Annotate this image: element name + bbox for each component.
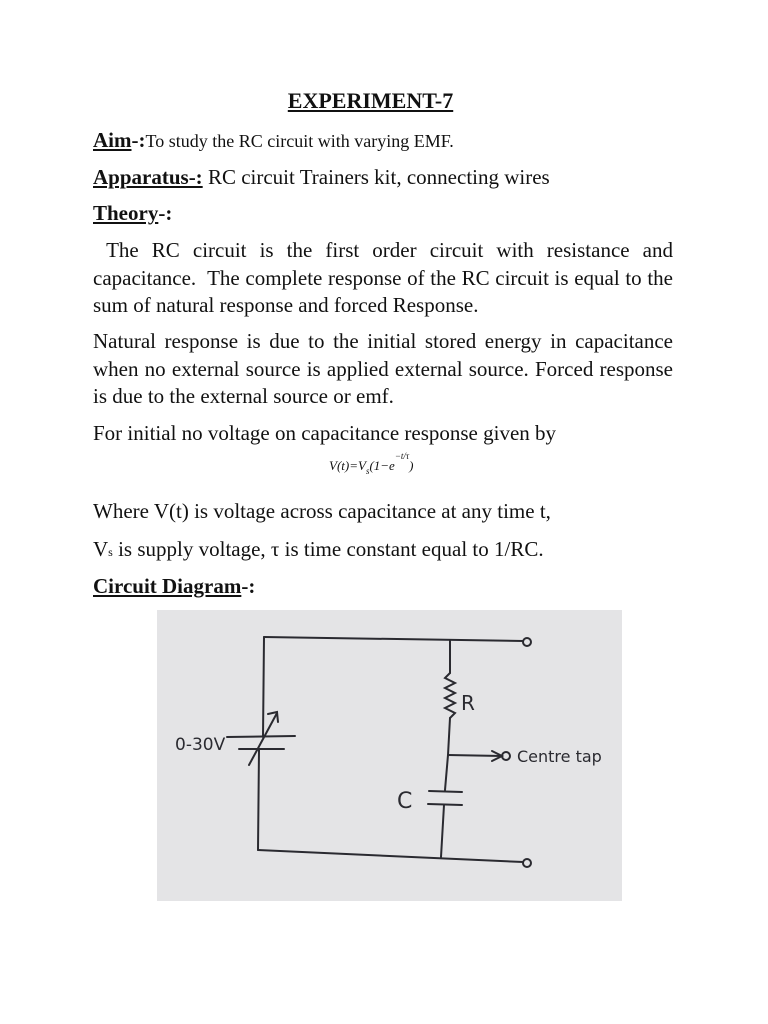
branch-wire-lower bbox=[445, 755, 448, 790]
circuit-heading bbox=[93, 573, 255, 600]
left-wire-lower bbox=[258, 750, 259, 850]
left-wire-upper bbox=[263, 637, 264, 737]
vs-symbol: V bbox=[93, 537, 109, 561]
formula-mid: (1−e bbox=[369, 458, 395, 473]
capacitor-label: C bbox=[397, 789, 413, 814]
theory-label: Theory bbox=[93, 201, 159, 225]
theory-paragraph-2: Natural response is due to the initial stored energy in capacitance when no external source is applied external source. Forced response is due to the external source or emf. bbox=[93, 329, 673, 408]
formula-lhs: V(t)=V bbox=[329, 458, 366, 473]
circuit-label: Circuit Diagram bbox=[93, 574, 242, 598]
theory-paragraph-3: For initial no voltage on capacitance response given by bbox=[93, 421, 557, 445]
circuit-diagram bbox=[157, 610, 622, 901]
terminal-bottom bbox=[523, 859, 531, 867]
formula-close: ) bbox=[409, 458, 414, 473]
page-title: EXPERIMENT-7 bbox=[287, 88, 454, 113]
aim-text: To study the RC circuit with varying EMF. bbox=[145, 131, 454, 151]
aim-separator: -: bbox=[131, 128, 146, 152]
centre-tap-label: Centre tap bbox=[517, 747, 602, 766]
theory-paragraph-1: The RC circuit is the first order circuit with resistance and capacitance. The complete response of the RC circuit is equal to the sum of natural response and forced Response. bbox=[93, 238, 673, 317]
branch-wire-middle bbox=[448, 718, 450, 755]
source-label: 0-30V bbox=[175, 735, 226, 755]
vs-line bbox=[93, 536, 544, 566]
apparatus-text: RC circuit Trainers kit, connecting wires bbox=[202, 165, 550, 189]
bottom-wire bbox=[258, 850, 523, 862]
capacitor-plate-top bbox=[429, 791, 462, 792]
aim-label: Aim bbox=[93, 128, 132, 152]
formula-exponent: −t/τ bbox=[394, 451, 410, 461]
terminal-top bbox=[523, 638, 531, 646]
top-wire bbox=[264, 637, 523, 641]
circuit-drawing bbox=[157, 610, 622, 901]
theory-heading bbox=[93, 200, 172, 227]
vs-subscript: s bbox=[108, 545, 113, 559]
centre-tap-wire bbox=[448, 755, 502, 756]
where-line: Where V(t) is voltage across capacitance at any time t, bbox=[93, 499, 551, 523]
branch-wire-bottom bbox=[441, 805, 444, 857]
formula-subscript: s bbox=[365, 466, 370, 476]
vs-text: is supply voltage, τ is time constant equal to 1/RC. bbox=[112, 537, 544, 561]
theory-separator: -: bbox=[158, 201, 173, 225]
aim-line bbox=[93, 127, 454, 155]
capacitor-plate-bottom bbox=[428, 804, 462, 805]
resistor-zigzag bbox=[445, 673, 455, 718]
circuit-separator: -: bbox=[241, 574, 256, 598]
apparatus-line bbox=[93, 164, 550, 191]
resistor-label: R bbox=[461, 691, 475, 715]
battery-plate-long bbox=[227, 736, 295, 737]
apparatus-label: Apparatus-: bbox=[93, 165, 203, 189]
